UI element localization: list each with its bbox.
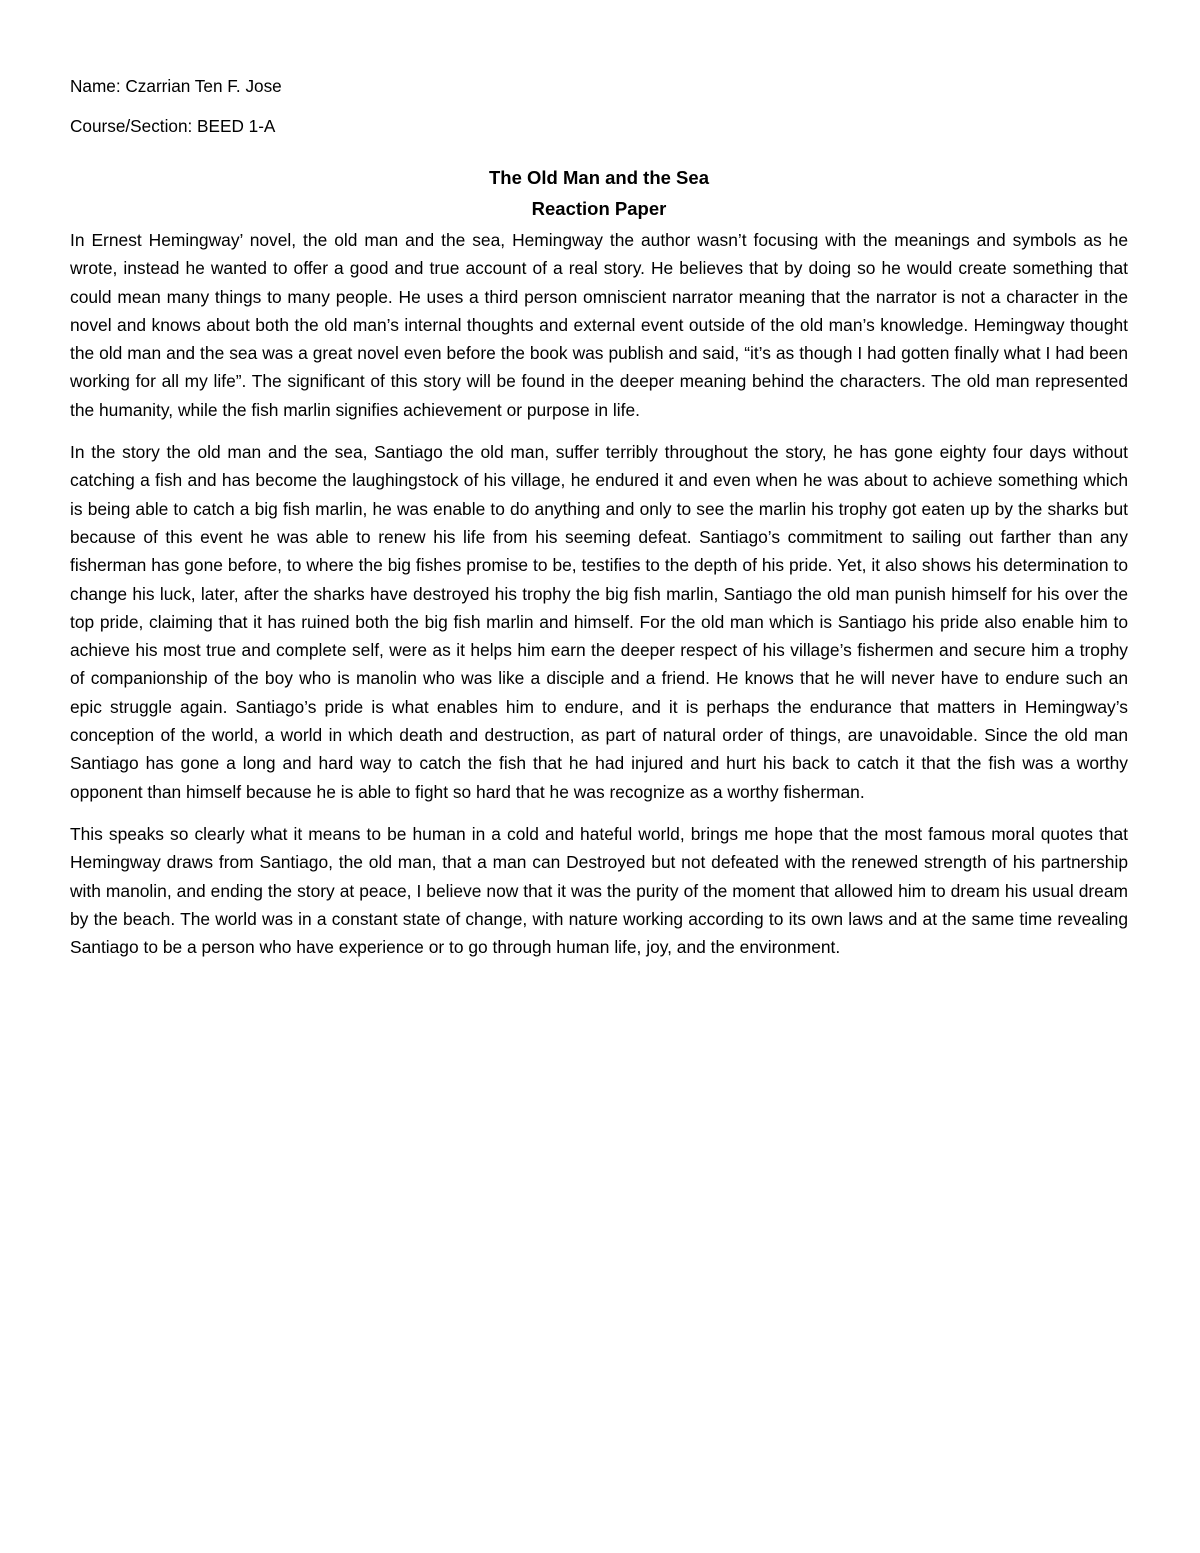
body-paragraph-1: In Ernest Hemingway’ novel, the old man and the sea, Hemingway the author wasn’t focusing with the meanings and symbols as he wrote, instead he wanted to offer a good and true account of a real story. He believes that by doing so he would create something that could mean many things to many people. He uses a third person omniscient narrator meaning that the narrator is not a character in the novel and knows about both the old man’s internal thoughts and external event outside of the old man’s knowledge. Hemingway thought the old man and the sea was a great novel even before the book was publish and said, “it’s as though I had gotten finally what I had been working for all my life”. The significant of this story will be found in the deeper meaning behind the characters. The old man represented the humanity, while the fish marlin signifies achievement or purpose in life. [70,230,1128,420]
document-subtitle: Reaction Paper [531,198,667,219]
document-page [70,72,1128,975]
body-paragraph-2: In the story the old man and the sea, Santiago the old man, suffer terribly throughout the story, he has gone eighty four days without catching a fish and has become the laughingstock of his village, he endured it and even when he was about to achieve something which is being able to catch a big fish marlin, he was enable to do anything and only to see the marlin his trophy got eaten up by the sharks but because of this event he was able to renew his life from his seeming defeat. Santiago’s commitment to sailing out farther than any fisherman has gone before, to where the big fishes promise to be, testifies to the depth of his pride. Yet, it also shows his determination to change his luck, later, after the sharks have destroyed his trophy the big fish marlin, Santiago the old man punish himself for his over the top pride, claiming that it has ruined both the big fish marlin and himself. For the old man which is Santiago his pride also enable him to achieve his most true and complete self, were as it helps him earn the deeper respect of his village’s fishermen and secure him a trophy of companionship of the boy who is manolin who was like a disciple and a friend. He knows that he will never have to endure such an epic struggle again. Santiago’s pride is what enables him to endure, and it is perhaps the endurance that matters in Hemingway’s conception of the world, a world in which death and destruction, as part of natural order of things, are unavoidable. Since the old man Santiago has gone a long and hard way to catch the fish that he had injured and hurt his back to catch it that the fish was a worthy opponent than himself because he is able to fight so hard that he was recognize as a worthy fisherman. [70,442,1128,802]
document-title: The Old Man and the Sea [489,167,709,188]
course-section: Course/Section: BEED 1-A [70,116,276,136]
body-paragraph-3: This speaks so clearly what it means to be human in a cold and hateful world, brings me hope that the most famous moral quotes that Hemingway draws from Santiago, the old man, that a man can Destroyed but not defeated with the renewed strength of his partnership with manolin, and ending the story at peace, I believe now that it was the purity of the moment that allowed him to dream his usual dream by the beach. The world was in a constant state of change, with nature working according to its own laws and at the same time revealing Santiago to be a person who have experience or to go through human life, joy, and the environment. [70,823,1128,958]
student-name: Name: Czarrian Ten F. Jose [70,76,282,96]
